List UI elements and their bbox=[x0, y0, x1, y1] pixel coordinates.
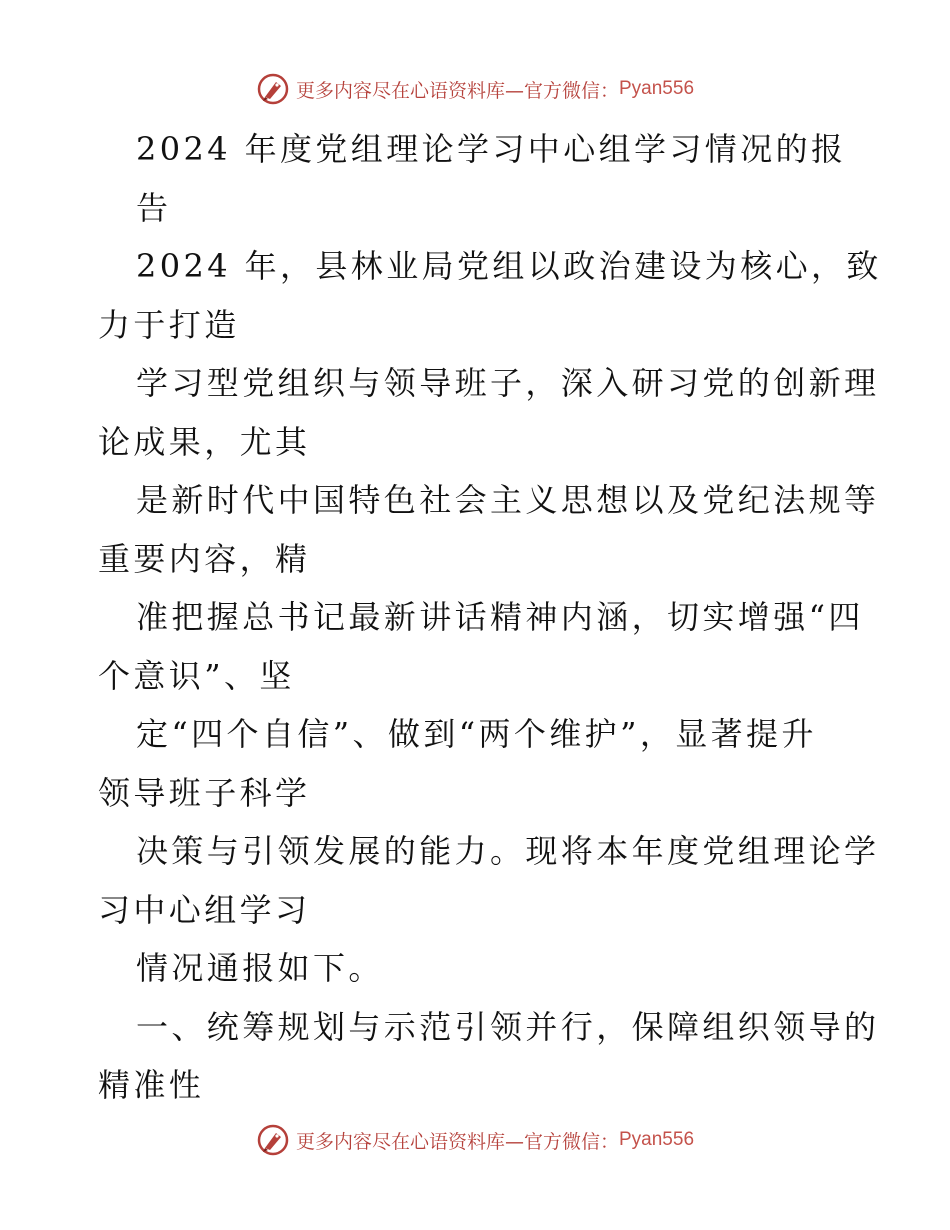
document-line: 力于打造 bbox=[98, 305, 240, 344]
document-line: 个意识”、坚 bbox=[98, 656, 295, 695]
header-watermark bbox=[0, 72, 950, 106]
document-line: 决策与引领发展的能力。现将本年度党组理论学 bbox=[136, 832, 880, 870]
watermark-wechat-id: Pyan556 bbox=[619, 78, 695, 99]
pen-nib-logo-icon bbox=[256, 1123, 290, 1157]
watermark-wechat-id: Pyan556 bbox=[619, 1129, 695, 1150]
document-line: 告 bbox=[136, 188, 172, 227]
document-line: 准把握总书记最新讲话精神内涵，切实增强“四 bbox=[136, 598, 864, 636]
document-line: 领导班子科学 bbox=[98, 773, 311, 812]
footer-watermark bbox=[0, 1123, 950, 1157]
document-line: 习中心组学习 bbox=[98, 890, 311, 929]
watermark-text: 更多内容尽在心语资料库—官方微信： bbox=[295, 1130, 619, 1153]
document-line: 论成果，尤其 bbox=[98, 422, 311, 461]
document-line: 学习型党组织与领导班子，深入研习党的创新理 bbox=[136, 364, 880, 402]
document-line: 2024 年度党组理论学习中心组学习情况的报 bbox=[136, 130, 847, 168]
document-line: 精准性 bbox=[98, 1066, 205, 1104]
document-line: 2024 年，县林业局党组以政治建设为核心，致 bbox=[136, 247, 882, 285]
document-line: 是新时代中国特色社会主义思想以及党纪法规等 bbox=[136, 481, 880, 519]
document-line: 定“四个自信”、做到“两个维护”，显著提升 bbox=[136, 715, 817, 753]
watermark-text: 更多内容尽在心语资料库—官方微信： bbox=[295, 79, 619, 102]
document-line: 一、统筹规划与示范引领并行，保障组织领导的 bbox=[136, 1007, 880, 1046]
document-line: 重要内容，精 bbox=[98, 539, 311, 578]
document-body bbox=[98, 120, 882, 1115]
document-line: 情况通报如下。 bbox=[136, 949, 384, 987]
pen-nib-logo-icon bbox=[256, 72, 290, 106]
